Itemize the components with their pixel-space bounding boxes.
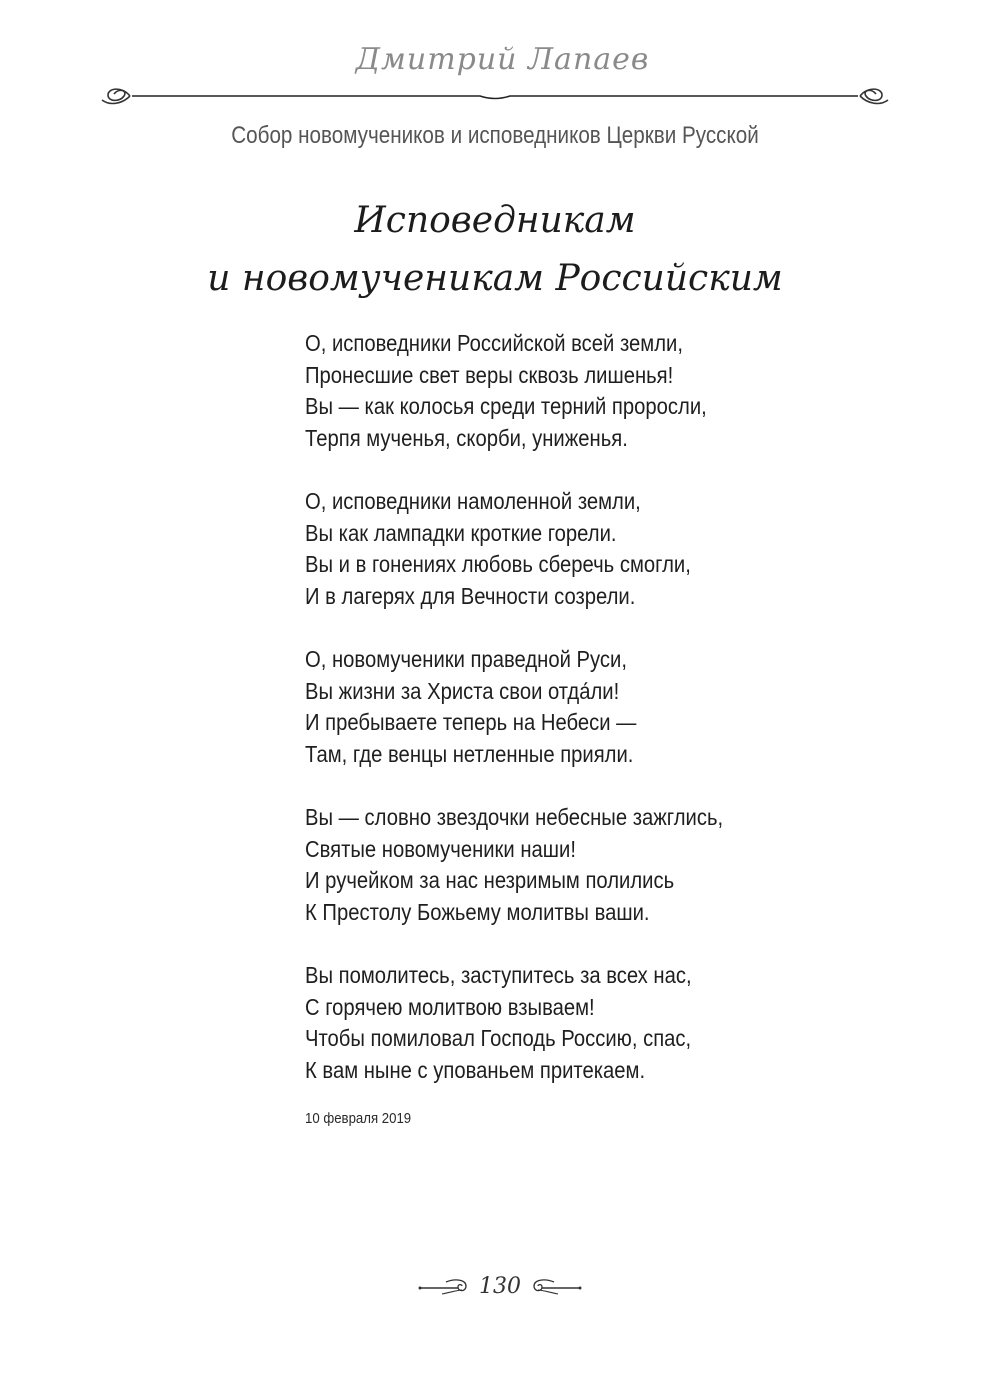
- poem-line: Святые новомученики наши!: [305, 835, 576, 862]
- poem-line: Вы как лампадки кроткие горели.: [305, 519, 617, 546]
- poem-line: О, новомученики праведной Руси,: [305, 646, 627, 672]
- poem-line: Вы — словно звездочки небесные зажглись,: [305, 804, 724, 830]
- poem-line: К вам ныне с упованьем притекаем.: [305, 1056, 646, 1083]
- poem-body: [305, 328, 805, 1118]
- stanza-5: [305, 960, 805, 1086]
- poem-line: Вы и в гонениях любовь сберечь смогли,: [305, 551, 691, 577]
- poem-line: И пребываете теперь на Небеси —: [305, 709, 637, 735]
- section-title: Собор новомучеников и исповедников Церкви Русской: [231, 122, 759, 149]
- poem-line: Там, где венцы нетленные прияли.: [305, 740, 634, 767]
- stanza-1: [305, 328, 805, 454]
- right-flourish-icon: [860, 89, 888, 103]
- poem-line: С горячею молитвою взываем!: [305, 993, 595, 1020]
- poem-line: Вы жизни за Христа свои отда́ли!: [305, 677, 620, 704]
- page-footer: [400, 1268, 600, 1308]
- poem-line: К Престолу Божьему молитвы ваши.: [305, 898, 650, 925]
- left-flourish-icon: [102, 89, 130, 103]
- poem-line: И ручейком за нас незримым полились: [305, 867, 675, 893]
- poem-line: О, исповедники намоленной земли,: [305, 488, 641, 514]
- poem-line: Вы — как колосья среди терний проросли,: [305, 393, 707, 419]
- poem-line: И в лагерях для Вечности созрели.: [305, 582, 636, 609]
- poem-line: Терпя мученья, скорби, униженья.: [305, 424, 628, 451]
- stanza-2: [305, 486, 805, 612]
- ornamental-rule: [100, 82, 890, 112]
- poem-title-line-2: и новомученикам Российским: [207, 258, 783, 299]
- poem-line: О, исповедники Российской всей земли,: [305, 330, 683, 356]
- poem-title-line-1: Исповедникам: [354, 200, 636, 241]
- poem-date: 10 февраля 2019: [305, 1110, 412, 1127]
- running-header-author: Дмитрий Лапаев: [355, 42, 650, 77]
- poem-line: Вы помолитесь, заступитесь за всех нас,: [305, 962, 692, 988]
- poem-line: Пронесшие свет веры сквозь лишенья!: [305, 361, 674, 388]
- stanza-3: [305, 644, 805, 770]
- stanza-4: [305, 802, 805, 928]
- poem-line: Чтобы помиловал Господь Россию, спас,: [305, 1025, 692, 1051]
- page-number: 130: [479, 1274, 521, 1299]
